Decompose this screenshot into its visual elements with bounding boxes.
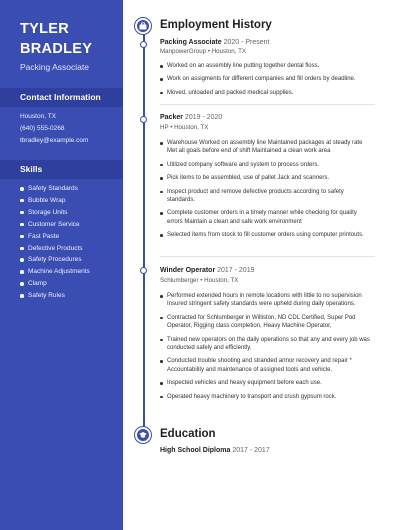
skills-heading: Skills [0, 160, 123, 179]
education-heading: Education [160, 428, 216, 440]
job-bullet: Inspect product and remove defective products according to safety standards. [160, 188, 372, 205]
candidate-name [20, 19, 92, 59]
education-node [135, 427, 151, 443]
education-title: High School Diploma [160, 447, 231, 454]
skill-item: Bubble Wrap [20, 195, 90, 207]
job-bullet: Warehouse Worked on assembly line Maintained packages at steady rate Met all goals before end of shift Maintained a clean work area [160, 139, 372, 156]
job-title: Winder Operator [160, 267, 216, 274]
job-bullet: Complete customer orders in a timely manner while checking for quality errors Maintain a clean and safe work environment [160, 209, 372, 226]
job-bullet: Utilized company software and system to process orders. [160, 161, 372, 169]
skill-item: Storage Units [20, 207, 90, 219]
job-company-line: HP • Houston, TX [160, 124, 209, 131]
skill-item: Clamp [20, 278, 90, 290]
job-bullet: Inspected vehicles and heavy equipment before each use. [160, 379, 372, 387]
job-location: Houston, TX [211, 48, 246, 55]
divider [160, 256, 375, 257]
education-entry [160, 447, 270, 454]
contact-email[interactable]: tbradley@example.com [20, 137, 89, 144]
job-company-line: ManpowerGroup • Houston, TX [160, 48, 246, 55]
employment-node [135, 18, 151, 34]
job-title-line [160, 114, 222, 121]
job-dot [140, 267, 147, 274]
job-bullet: Worked on an assembly line putting together dental floss. [160, 62, 372, 70]
job-title-line [160, 267, 255, 274]
job-dates: 2019 - 2020 [184, 114, 223, 121]
job-bullet: Contracted for Schlumberger in Williston, ND CDL Certified, Super Pod Operator, Rigging class completion, Heavy Machine Operator, [160, 314, 372, 331]
skill-item: Safety Standards [20, 183, 90, 195]
skill-item: Safety Procedures [20, 254, 90, 266]
skill-item: Safety Rules [20, 290, 90, 302]
contact-location: Houston, TX [20, 113, 57, 120]
job-location: Houston, TX [174, 124, 209, 131]
skills-list [20, 183, 90, 302]
job-bullet: Selected items from stock to fill customer orders using computer printouts. [160, 231, 372, 239]
job-bullet: Trained new operators on the daily operations so that any and every job was conducted safely and efficiently. [160, 336, 372, 353]
job-bullet: Work on assigments for different companies and fill orders by deadline. [160, 75, 372, 83]
contact-phone: (640) 555-0268 [20, 125, 65, 132]
job-dot [140, 116, 147, 123]
job-title: Packer [160, 114, 183, 121]
job-dot [140, 41, 147, 48]
job-bullets [160, 62, 372, 102]
job-bullet: Conducted trouble shooting and stranded armor recovery and repair * Accountability and maintenance of assigned tools and vehicle. [160, 357, 372, 374]
divider [160, 104, 375, 105]
job-bullets [160, 139, 372, 245]
employment-heading: Employment History [160, 19, 272, 31]
job-bullets [160, 292, 372, 406]
job-bullet: Pick items to be assembled, use of pallet Jack and scanners. [160, 174, 372, 182]
first-name: TYLER [20, 21, 70, 37]
contact-heading: Contact Information [0, 88, 123, 107]
job-title-line [160, 39, 269, 46]
job-company: HP [160, 124, 169, 131]
job-company: ManpowerGroup [160, 48, 207, 55]
candidate-role: Packing Associate [20, 62, 89, 72]
timeline-line [143, 25, 145, 437]
job-bullet: Operated heavy machinery to transport and crush gypsum rock. [160, 393, 372, 401]
job-location: Houston, TX [204, 277, 239, 284]
education-dates: 2017 - 2017 [232, 447, 270, 454]
skill-item: Defective Products [20, 243, 90, 255]
skill-item: Fast Paste [20, 231, 90, 243]
skill-item: Machine Adjustments [20, 266, 90, 278]
last-name: BRADLEY [20, 41, 93, 57]
sidebar [0, 0, 123, 530]
briefcase-icon [139, 22, 147, 30]
job-bullet: Performed extended hours in remote locations with little to no supervision Insured stringent safety standards were upheld during daily operations. [160, 292, 372, 309]
job-dates: 2020 - Present [223, 39, 270, 46]
job-company-line: Schlumberger • Houston, TX [160, 277, 239, 284]
graduation-cap-icon [139, 431, 147, 439]
job-bullet: Moved, unloaded and packed medical supplies. [160, 89, 372, 97]
skill-item: Customer Service [20, 219, 90, 231]
job-dates: 2017 - 2019 [217, 267, 255, 274]
job-title: Packing Associate [160, 39, 222, 46]
job-company: Schlumberger [160, 277, 199, 284]
